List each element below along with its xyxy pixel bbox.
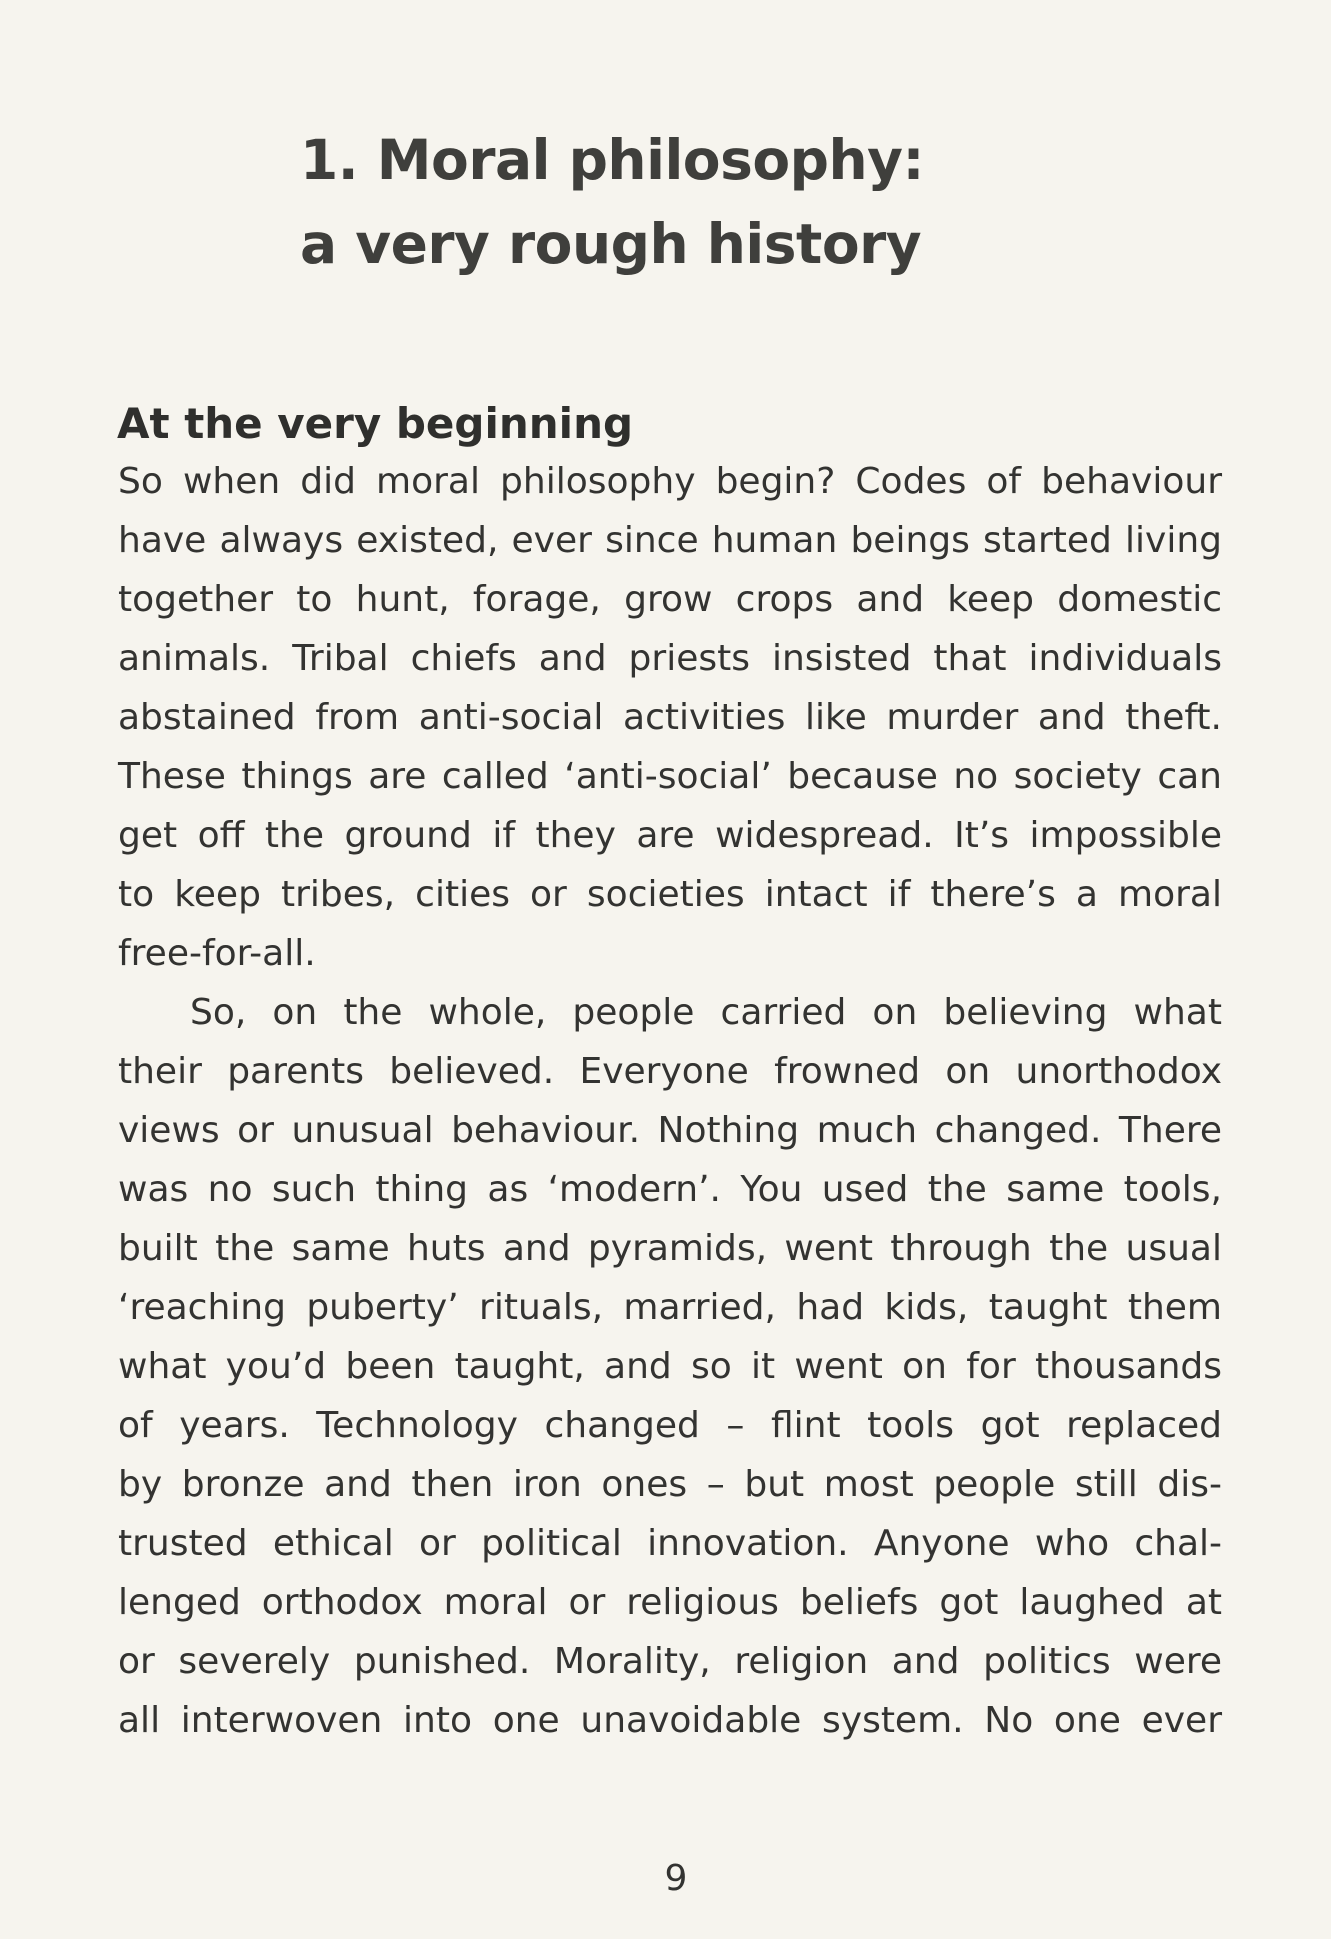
paragraph-line: by bronze and then iron ones – but most people still dis- — [118, 1464, 1222, 1505]
paragraph-line: what you’d been taught, and so it went on for thousands — [118, 1346, 1222, 1387]
paragraph-line: So when did moral philosophy begin? Codes of behaviour — [118, 461, 1222, 502]
section-heading: At the very beginning — [117, 399, 634, 448]
paragraph-line: together to hunt, forage, grow crops and keep domestic — [118, 579, 1222, 620]
chapter-title — [300, 118, 1040, 286]
paragraph-line: get off the ground if they are widespread. It’s impossible — [118, 815, 1222, 856]
paragraph-line: free-for-all. — [118, 933, 316, 974]
paragraph-line: all interwoven into one unavoidable system. No one ever — [118, 1700, 1222, 1741]
paragraph-line: These things are called ‘anti-social’ because no society can — [118, 756, 1222, 797]
paragraph-1 — [118, 452, 1222, 983]
chapter-title-line-1: 1. Moral philosophy: — [300, 128, 924, 192]
paragraph-line: ‘reaching puberty’ rituals, married, had kids, taught them — [118, 1287, 1222, 1328]
paragraph-line: have always existed, ever since human beings started living — [118, 520, 1222, 561]
paragraph-line: or severely punished. Morality, religion and politics were — [118, 1641, 1222, 1682]
paragraph-line: animals. Tribal chiefs and priests insisted that individuals — [118, 638, 1222, 679]
paragraph-line: So, on the whole, people carried on believing what — [190, 992, 1222, 1033]
paragraph-2 — [118, 983, 1222, 1750]
paragraph-line: their parents believed. Everyone frowned on unorthodox — [118, 1051, 1222, 1092]
paragraph-line: lenged orthodox moral or religious beliefs got laughed at — [118, 1582, 1222, 1623]
paragraph-line: was no such thing as ‘modern’. You used the same tools, — [118, 1169, 1222, 1210]
paragraph-line: of years. Technology changed – flint tools got replaced — [118, 1405, 1222, 1446]
chapter-title-line-2: a very rough history — [300, 212, 922, 276]
paragraph-line: abstained from anti-social activities like murder and theft. — [118, 697, 1222, 738]
paragraph-line: to keep tribes, cities or societies intact if there’s a moral — [118, 874, 1222, 915]
paragraph-line: built the same huts and pyramids, went through the usual — [118, 1228, 1222, 1269]
paragraph-line: views or unusual behaviour. Nothing much changed. There — [118, 1110, 1222, 1151]
page-number: 9 — [664, 1858, 688, 1899]
paragraph-line: trusted ethical or political innovation. Anyone who chal- — [118, 1523, 1222, 1564]
